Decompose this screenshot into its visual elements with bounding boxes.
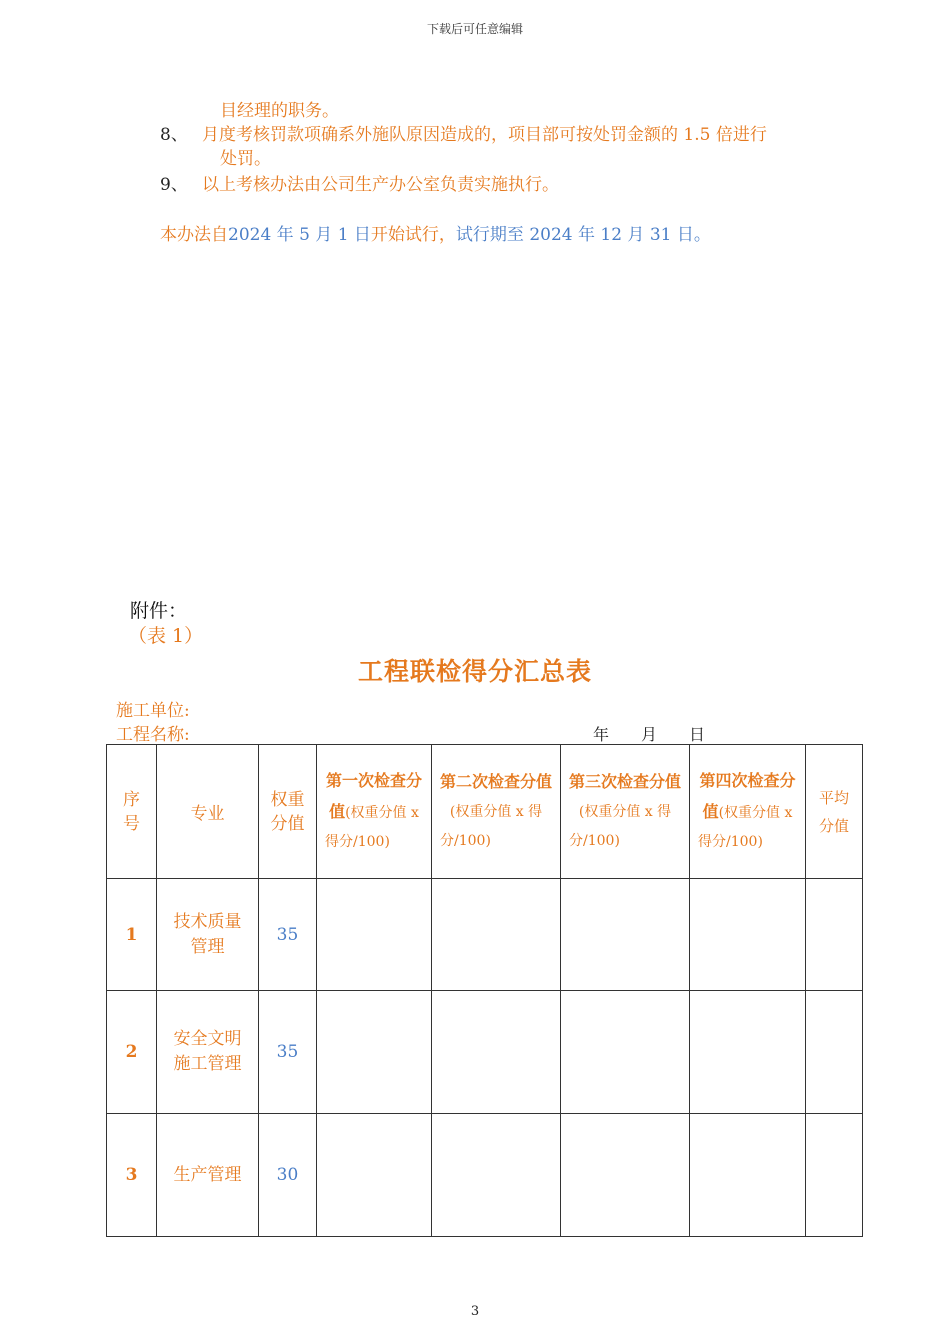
row-check-4-cell[interactable] xyxy=(690,991,806,1114)
row-check-1-cell[interactable] xyxy=(317,1114,432,1237)
paragraph-continuation: 目经理的职务。 xyxy=(220,101,339,121)
row-weight: 30 xyxy=(259,1114,317,1237)
header-weight: 权重分值 xyxy=(259,745,317,879)
row-weight: 35 xyxy=(259,991,317,1114)
row-check-4-cell[interactable] xyxy=(690,879,806,991)
trial-text-a: 本办法自 xyxy=(160,225,228,245)
list-item-8-number: 8、 xyxy=(160,125,188,145)
row-check-2-cell[interactable] xyxy=(432,1114,561,1237)
list-item-9-number: 9、 xyxy=(160,175,188,195)
list-item-9-line: 以上考核办法由公司生产办公室负责实施执行。 xyxy=(202,175,559,195)
row-seq: 1 xyxy=(107,879,157,991)
row-check-2-cell[interactable] xyxy=(432,991,561,1114)
row-major: 生产管理 xyxy=(157,1114,259,1237)
row-major: 技术质量 管理 xyxy=(157,879,259,991)
header-major: 专业 xyxy=(157,745,259,879)
page-number: 3 xyxy=(470,1304,480,1319)
row-seq: 2 xyxy=(107,991,157,1114)
score-summary-table xyxy=(106,744,863,1237)
row-check-1-cell[interactable] xyxy=(317,991,432,1114)
table-reference: （表 1） xyxy=(128,625,204,647)
table-row xyxy=(107,1114,863,1237)
header-average: 平均分值 xyxy=(806,745,863,879)
row-check-3-cell[interactable] xyxy=(561,1114,690,1237)
row-check-1-cell[interactable] xyxy=(317,879,432,991)
row-check-3-cell[interactable] xyxy=(561,991,690,1114)
attachment-label: 附件： xyxy=(130,600,188,622)
row-average-cell[interactable] xyxy=(806,879,863,991)
list-item-8-line2: 处罚。 xyxy=(220,149,271,169)
row-average-cell[interactable] xyxy=(806,1114,863,1237)
project-name-label: 工程名称: xyxy=(116,725,190,745)
trial-text-c: 开始试行， xyxy=(370,225,456,245)
header-check-4: 第四次检查分值(权重分值 x 得分/100) xyxy=(690,745,806,879)
construction-unit-label: 施工单位: xyxy=(116,701,190,721)
row-check-4-cell[interactable] xyxy=(690,1114,806,1237)
row-major: 安全文明 施工管理 xyxy=(157,991,259,1114)
row-seq: 3 xyxy=(107,1114,157,1237)
header-check-3: 第三次检查分值(权重分值 x 得分/100) xyxy=(561,745,690,879)
header-check-2: 第二次检查分值(权重分值 x 得分/100) xyxy=(432,745,561,879)
row-check-2-cell[interactable] xyxy=(432,879,561,991)
date-field: 年 月 日 xyxy=(593,725,706,744)
header-check-1: 第一次检查分值(权重分值 x 得分/100) xyxy=(317,745,432,879)
trial-start-date: 2024 年 5 月 1 日 xyxy=(228,225,371,245)
header-seq: 序号 xyxy=(107,745,157,879)
trial-end-date: 试行期至 2024 年 12 月 31 日。 xyxy=(455,225,711,245)
table-header-row xyxy=(107,745,863,879)
row-weight: 35 xyxy=(259,879,317,991)
trial-period-statement xyxy=(160,223,711,247)
table-title: 工程联检得分汇总表 xyxy=(357,657,592,686)
row-average-cell[interactable] xyxy=(806,991,863,1114)
list-item-8-line1: 月度考核罚款项确系外施队原因造成的，项目部可按处罚金额的 1.5 倍进行 xyxy=(202,125,767,145)
table-row xyxy=(107,991,863,1114)
row-check-3-cell[interactable] xyxy=(561,879,690,991)
table-row xyxy=(107,879,863,991)
page-header: 下载后可任意编辑 xyxy=(426,22,523,36)
